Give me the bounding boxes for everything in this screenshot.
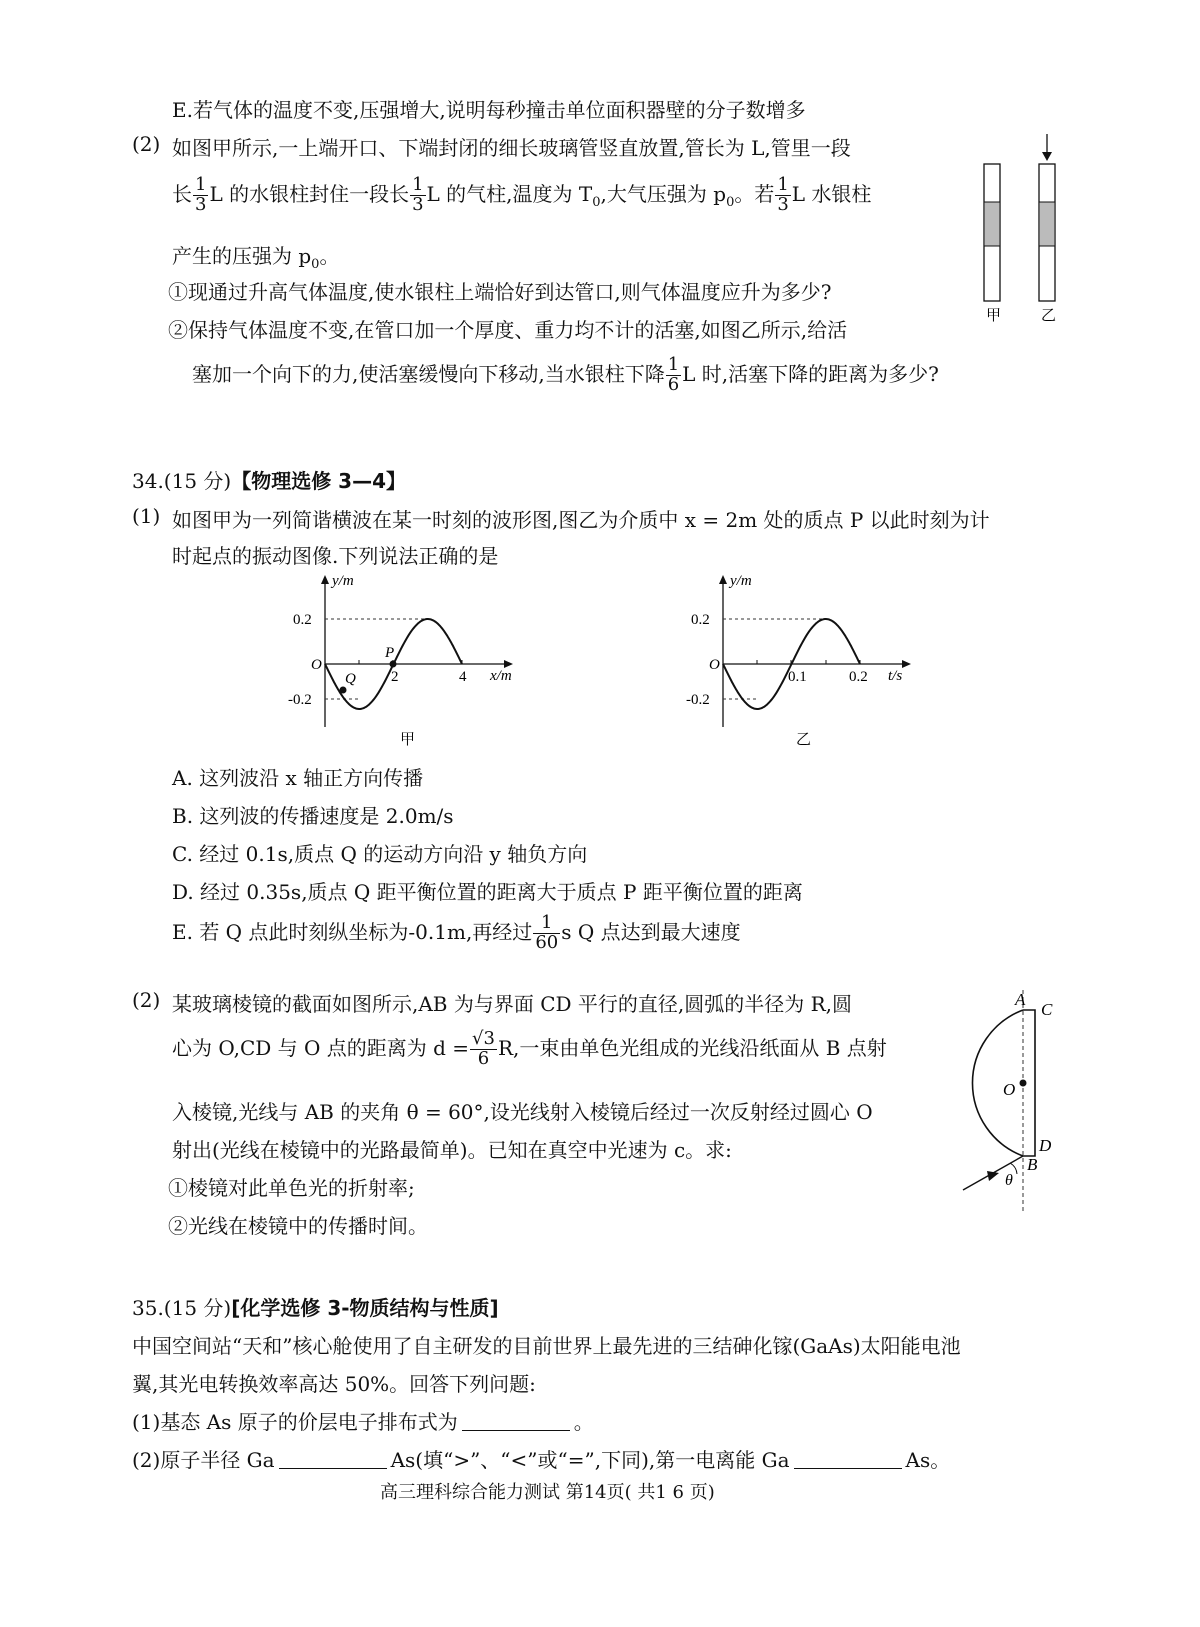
y-tick-bottom: -0.2 (686, 692, 710, 708)
q35-sub-question-2: (2)原子半径 Ga As(填“>”、“<”或“=”,下同),第一电离能 Ga As。 (132, 1448, 951, 1472)
x-tick-4: 4 (459, 669, 467, 685)
wave-graph-jia (285, 572, 530, 752)
q34-part2-line2: 心为 O,CD 与 O 点的距离为 d = $\frac{√3}{6}$ R,一束由单色光组成的光线沿纸面从 B 点射 (172, 1028, 887, 1069)
x-axis-arrow-icon (504, 660, 513, 668)
option-d: D. 经过 0.35s,质点 Q 距平衡位置的距离大于质点 P 距平衡位置的距离 (172, 880, 803, 904)
origin-label: O (709, 657, 720, 673)
y-tick-top: 0.2 (293, 612, 312, 628)
page-footer: 高三理科综合能力测试 第14页( 共1 6 页) (380, 1482, 715, 1503)
fraction-root3-over-6: $\frac{√3}{6}$ (472, 1028, 495, 1069)
origin-label: O (311, 657, 322, 673)
option-a: A. 这列波沿 x 轴正方向传播 (172, 766, 424, 790)
y-axis-label: y/m (730, 573, 752, 589)
q33-part2-line1: 如图甲所示,一上端开口、下端封闭的细长玻璃管竖直放置,管长为 L,管里一段 (172, 136, 851, 160)
q34-part2-number: (2) (132, 988, 161, 1012)
tube-label-jia: 甲 (986, 308, 1002, 322)
vibration-graph-yi (683, 572, 928, 752)
fraction-one-sixth: $\frac{1}{6}$ (667, 354, 680, 395)
q35-sub-question-1: (1)基态 As 原子的价层电子排布式为 。 (132, 1410, 594, 1434)
y-axis-label: y/m (332, 573, 354, 589)
x-axis-arrow-icon (902, 660, 911, 668)
q33-sub-question-2-line2: 塞加一个向下的力,使活塞缓慢向下移动,当水银柱下降 $\frac{1}{6}$ L 时,活塞下降的距离为多少? (192, 354, 939, 395)
y-axis-arrow-icon (321, 575, 329, 584)
fraction-one-sixtieth: $\frac{1}{60}$ (535, 912, 559, 953)
point-q (340, 687, 347, 694)
option-b: B. 这列波的传播速度是 2.0m/s (172, 804, 454, 828)
label-q: Q (345, 671, 356, 687)
graph-caption: 乙 (796, 732, 812, 748)
label-theta: θ (1005, 1172, 1013, 1189)
q34-title: 34.(15 分)【物理选修 3—4】 (132, 469, 407, 493)
q33-sub-question-2-line1: ②保持气体温度不变,在管口加一个厚度、重力均不计的活塞,如图乙所示,给活 (168, 318, 848, 342)
y-axis-arrow-icon (719, 575, 727, 584)
q34-part1-line1: 如图甲为一列简谐横波在某一时刻的波形图,图乙为介质中 x = 2m 处的质点 P 以此时刻为计 (172, 508, 990, 532)
graph-caption: 甲 (400, 732, 416, 748)
option-e-q33: E.若气体的温度不变,压强增大,说明每秒撞击单位面积器壁的分子数增多 (172, 98, 806, 122)
glass-prism-figure (935, 985, 1075, 1220)
label-a: A (1015, 990, 1026, 1009)
label-d: D (1039, 1136, 1052, 1155)
label-c: C (1041, 1000, 1053, 1019)
tube-jia (984, 164, 1000, 301)
q34-part1-number: (1) (132, 504, 161, 528)
q34-part2-line3: 入棱镜,光线与 AB 的夹角 θ = 60°,设光线射入棱镜后经过一次反射经过圆心 O (172, 1100, 873, 1124)
q33-part2-number: (2) (132, 132, 161, 156)
q35-intro-line2: 翼,其光电转换效率高达 50%。回答下列问题: (132, 1372, 536, 1396)
ray-arrow-icon (987, 1171, 999, 1181)
fraction-one-third: $\frac{1}{3}$ (412, 174, 424, 215)
y-tick-top: 0.2 (691, 612, 710, 628)
q33-part2-line2: 长 $\frac{1}{3}$ L 的水银柱封住一段长 $\frac{1}{3}$ L 的气柱,温度为 $T_0$,大气压强为 $p_0$。若 $\frac{1}{3}$ L 水银柱 (172, 174, 872, 215)
y-tick-bottom: -0.2 (288, 692, 312, 708)
tube-yi (1039, 134, 1055, 301)
fraction-one-third: $\frac{1}{3}$ (195, 174, 207, 215)
fraction-one-third: $\frac{1}{3}$ (777, 174, 789, 215)
q34-part2-line4: 射出(光线在棱镜中的光路最简单)。已知在真空中光速为 c。求: (172, 1138, 732, 1162)
x-tick-2: 2 (391, 669, 399, 685)
x-tick-0.1: 0.1 (788, 669, 807, 685)
answer-blank[interactable] (462, 1429, 570, 1431)
q34-sub-question-2: ②光线在棱镜中的传播时间。 (168, 1214, 428, 1238)
q35-intro-line1: 中国空间站“天和”核心舱使用了自主研发的目前世界上最先进的三结砷化镓(GaAs)太阳能电池 (132, 1334, 961, 1358)
label-b: B (1027, 1155, 1038, 1174)
q35-title: 35.(15 分)[化学选修 3-物质结构与性质] (132, 1296, 499, 1320)
q34-part2-line1: 某玻璃棱镜的截面如图所示,AB 为与界面 CD 平行的直径,圆弧的半径为 R,圆 (172, 992, 853, 1016)
glass-tubes-figure (975, 132, 1075, 322)
answer-blank[interactable] (279, 1467, 387, 1469)
prism-arc (972, 1010, 1023, 1156)
q33-sub-question-1: ①现通过升高气体温度,使水银柱上端恰好到达管口,则气体温度应升为多少? (168, 280, 832, 304)
center-o (1020, 1080, 1027, 1087)
q34-part1-line2: 时起点的振动图像.下列说法正确的是 (172, 544, 499, 568)
tube-label-yi: 乙 (1041, 308, 1057, 322)
x-axis-label: x/m (490, 668, 512, 684)
option-c: C. 经过 0.1s,质点 Q 的运动方向沿 y 轴负方向 (172, 842, 588, 866)
x-tick-0.2: 0.2 (849, 669, 868, 685)
label-o: O (1003, 1080, 1016, 1099)
q33-part2-line3: 产生的压强为 $p_0$。 (172, 244, 340, 272)
x-axis-label: t/s (888, 668, 903, 684)
answer-blank[interactable] (794, 1467, 902, 1469)
q34-sub-question-1: ①棱镜对此单色光的折射率; (168, 1176, 415, 1200)
label-p: P (385, 645, 395, 661)
option-e: E. 若 Q 点此时刻纵坐标为-0.1m,再经过 $\frac{1}{60}$ s Q 点达到最大速度 (172, 912, 741, 953)
point-p (390, 661, 397, 668)
